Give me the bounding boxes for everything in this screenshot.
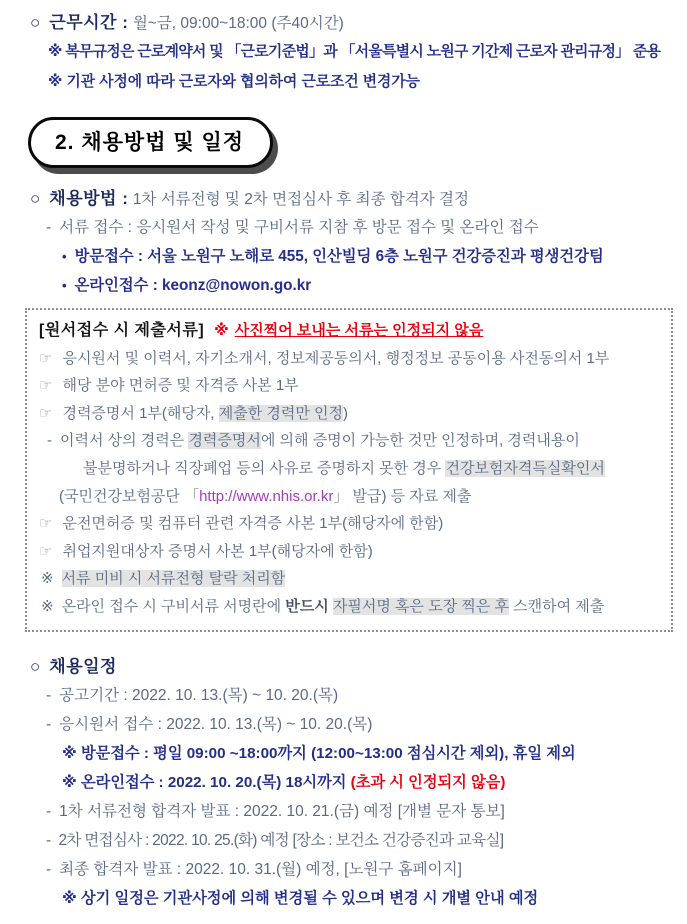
doc-item [35,538,666,566]
doc-item [35,345,666,373]
deadline-warning-text: (초과 시 인정되지 않음) [350,773,506,791]
schedule-item [0,681,687,710]
docs-box-title-line [35,317,666,345]
hand-pointer-icon: ☞ [39,404,53,422]
method-sub-text: 서류 접수 : 응시원서 작성 및 구비서류 지참 후 방문 접수 및 온라인 접수 [59,219,539,236]
schedule-title: 채용일정 [49,656,117,676]
schedule-item-text: 응시원서 접수 : 2022. 10. 13.(목) ~ 10. 20.(목) [59,715,373,733]
highlighted-text: 제출한 경력만 인정 [218,404,343,422]
doc-item-text: 운전면허증 및 컴퓨터 관련 자격증 사본 1부(해당자에 한함) [62,515,444,533]
visit-apply-text: 방문접수 : 서울 노원구 노해로 455, 인산빌딩 6층 노원구 건강증진과 평생건강팀 [74,248,604,265]
method-sub-line [0,213,687,242]
schedule-note-text: ※ 방문접수 : 평일 09:00 ~18:00까지 (12:00~13:00 점심시간 제외), 휴일 제외 [62,744,576,762]
schedule-note [0,739,687,768]
visit-apply-line [0,242,687,271]
doc-note-text: 」 발급) 등 자료 제출 [333,487,472,505]
hand-pointer-icon: ☞ [39,515,53,533]
hand-pointer-icon: ☞ [39,349,53,367]
schedule-note-text: ※ 상기 일정은 기관사정에 의해 변경될 수 있으며 변경 시 개별 안내 예정 [62,889,539,907]
doc-item [35,400,666,428]
section-2-header: 2. 채용방법 및 일정 [28,117,273,168]
circle-marker: ○ [30,656,41,676]
nhis-link[interactable]: http://www.nhis.or.kr [199,487,334,505]
highlighted-text: 서류 미비 시 서류전형 탈락 처리함 [61,570,286,588]
highlighted-text: 건강보험자격득실확인서 [445,459,605,477]
work-hours-note-1: ※ 복무규정은 근로계약서 및 「근로기준법」과 「서울특별시 노원구 기간제 근로자 관리규정」 준용 [48,44,661,60]
schedule-note [0,768,687,797]
schedule-item [0,826,687,855]
dash-marker: - [46,686,52,704]
doc-item-text: 응시원서 및 이력서, 자기소개서, 정보제공동의서, 행정정보 공동이용 사전동의서 1부 [62,349,610,367]
work-hours-label: 근무시간 : [49,13,129,32]
schedule-title-line [0,654,687,681]
doc-warning-text: 온라인 접수 시 구비서류 서명란에 [61,597,286,615]
online-apply-email: 온라인접수 : keonz@nowon.go.kr [74,277,312,294]
photo-warning-text: 사진찍어 보내는 서류는 인정되지 않음 [234,322,484,339]
schedule-item [0,710,687,739]
dash-marker: - [46,715,52,733]
dash-marker: - [46,219,52,236]
schedule-item-text: 공고기간 : 2022. 10. 13.(목) ~ 10. 20.(목) [59,686,339,704]
doc-item [35,510,666,538]
asterisk-marker: ※ [41,570,54,588]
highlighted-text: 자필서명 혹은 도장 찍은 후 [332,597,509,615]
emphasized-text: 반드시 [285,597,333,615]
doc-warning-text: 스캔하여 제출 [508,597,605,615]
online-apply-line [0,271,687,300]
asterisk-marker: ※ [41,597,54,615]
submission-docs-box [25,308,673,632]
work-hours-note-2: ※ 기관 사정에 따라 근로자와 협의하여 근로조건 변경가능 [48,74,420,90]
work-hours-value: 월~금, 09:00~18:00 (주40시간) [132,15,344,32]
doc-item-text: 경력증명서 1부(해당자, [62,404,219,422]
bullet-icon: • [62,249,67,264]
highlighted-text: 경력증명서 [188,432,261,450]
schedule-item [0,855,687,884]
doc-note-text: 불분명하거나 직장폐업 등의 사유로 증명하지 못한 경우 [83,459,446,477]
schedule-item [0,797,687,826]
work-hours-line [0,0,687,37]
schedule-item-text: 1차 서류전형 합격자 발표 : 2022. 10. 21.(금) 예정 [개별 문자 통보] [59,802,505,820]
circle-marker: ○ [30,13,41,32]
doc-warning-line [35,565,666,593]
doc-note-text: 에 의해 증명이 가능한 것만 인정하며, 경력내용이 [260,432,580,450]
doc-note-text: 이력서 상의 경력은 [60,432,189,450]
method-line [0,186,687,213]
hand-pointer-icon: ☞ [39,542,53,560]
doc-note-text: (국민건강보험공단 「 [59,487,200,505]
dash-marker: - [46,802,52,820]
bullet-icon: • [62,278,67,293]
doc-note-line [35,483,666,511]
circle-marker: ○ [30,189,41,208]
doc-item-text: 취업지원대상자 증명서 사본 1부(해당자에 한함) [62,542,373,560]
docs-box-title: [원서접수 시 제출서류] [39,322,205,339]
dash-marker: - [46,831,51,849]
method-label: 채용방법 : [49,189,129,208]
doc-note-line [35,455,666,483]
dash-marker: - [46,860,52,878]
hand-pointer-icon: ☞ [39,377,53,395]
doc-warning-line [35,593,666,621]
schedule-item-text: 최종 합격자 발표 : 2022. 10. 31.(월) 예정, [노원구 홈페이지] [59,860,462,878]
dash-marker: - [47,432,52,450]
doc-item-text: ) [342,404,348,422]
method-value: 1차 서류전형 및 2차 면접심사 후 최종 합격자 결정 [132,191,469,208]
doc-item-text: 해당 분야 면허증 및 자격증 사본 1부 [62,377,299,395]
schedule-item-text: 2차 면접심사 : 2022. 10. 25.(화) 예정 [장소 : 보건소 건강증진과 교육실] [58,831,504,849]
schedule-note-text: ※ 온라인접수 : 2022. 10. 20.(목) 18시까지 [62,773,351,791]
doc-item [35,372,666,400]
doc-note-line [35,427,666,455]
schedule-note [0,884,687,913]
asterisk-marker: ※ [214,322,229,339]
